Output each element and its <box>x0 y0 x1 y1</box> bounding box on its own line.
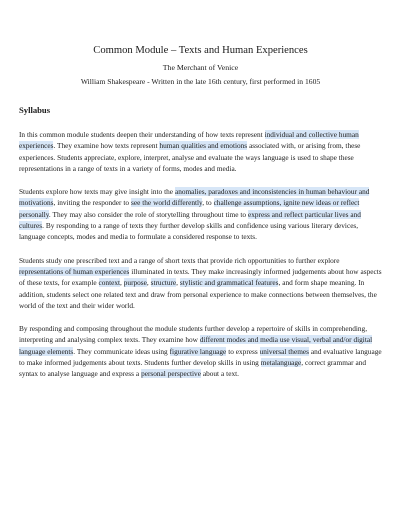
highlight: individual and collective human experiences <box>19 130 359 151</box>
document-meta: William Shakespeare - Written in the late 16th century, first performed in 1605 <box>80 77 321 86</box>
text-run: about a text. <box>200 369 239 379</box>
highlight: structure <box>150 278 177 288</box>
highlight: see the world differently <box>130 198 203 208</box>
paragraph-2 <box>19 186 382 242</box>
text-run: to express <box>226 346 260 356</box>
text-run: . They communicate ideas using <box>73 346 170 356</box>
text-run: . They may also consider the role of storytelling throughout time to <box>48 209 248 219</box>
highlight: express and reflect particular lives and cultures <box>19 209 361 231</box>
highlight: different modes and media use visual, verbal and/or digital language elements <box>19 335 373 356</box>
document-subtitle: The Merchant of Venice <box>162 63 239 72</box>
highlight: anomalies, paradoxes and inconsistencies in human behaviour and motivations <box>19 187 370 208</box>
highlight: context <box>98 278 121 288</box>
text-run: . They examine how texts represent <box>53 141 160 151</box>
highlight: stylistic and grammatical features <box>179 278 279 288</box>
highlight: representations of human experiences <box>19 266 130 276</box>
text-run: , <box>176 278 180 288</box>
highlight: figurative language <box>169 346 227 356</box>
text-run: , <box>146 278 151 288</box>
highlight: universal themes <box>259 346 309 356</box>
highlight: personal perspective <box>141 369 201 379</box>
text-run: Students explore how texts may give insight into the <box>19 187 175 197</box>
paragraph-4 <box>19 323 382 379</box>
text-run: , and form shape meaning. In addition, students select one related text and draw from personal experience to make connections between themselves, the world of the text and their wider world. <box>19 278 377 310</box>
text-run: illuminated in texts. They make increasingly informed judgements about how aspects of these texts, for example <box>19 266 382 288</box>
highlight: human qualities and emotions <box>159 141 248 151</box>
highlight: challenge assumptions, ignite new ideas or reflect personally <box>19 198 360 219</box>
document-title: Common Module – Texts and Human Experiences <box>93 45 308 56</box>
text-run: , to <box>202 198 214 208</box>
text-run: By responding and composing throughout the module students further develop a repertoire of skills in comprehending, interpreting and analysing complex texts. They examine how <box>19 324 368 345</box>
text-run: Students study one prescribed text and a range of short texts that provide rich opportunities to further explore <box>19 255 340 265</box>
text-run: , inviting the responder to <box>53 198 131 208</box>
highlight: purpose <box>123 278 147 288</box>
text-run: associated with, or arising from, these experiences. Students appreciate, explore, interpret, analyse and evaluate the ways language is used to shape these representations in a range of texts in a variety of forms, modes and media. <box>19 141 361 173</box>
text-run: , correct grammar and syntax to analyse language and express a <box>19 358 367 379</box>
highlight: metalanguage <box>260 358 302 368</box>
paragraph-3 <box>19 255 382 311</box>
text-run: In this common module students deepen their understanding of how texts represent <box>19 130 265 139</box>
text-run: and evaluative language to make informed judgements about texts. Students further develop skills in using <box>19 346 382 368</box>
text-run: , <box>120 278 124 288</box>
section-heading: Syllabus <box>19 105 51 115</box>
paragraph-1 <box>19 129 382 174</box>
text-run: . By responding to a range of texts they further develop skills and confidence using various literary devices, language concepts, modes and media to formulate a considered response to texts. <box>19 221 359 242</box>
